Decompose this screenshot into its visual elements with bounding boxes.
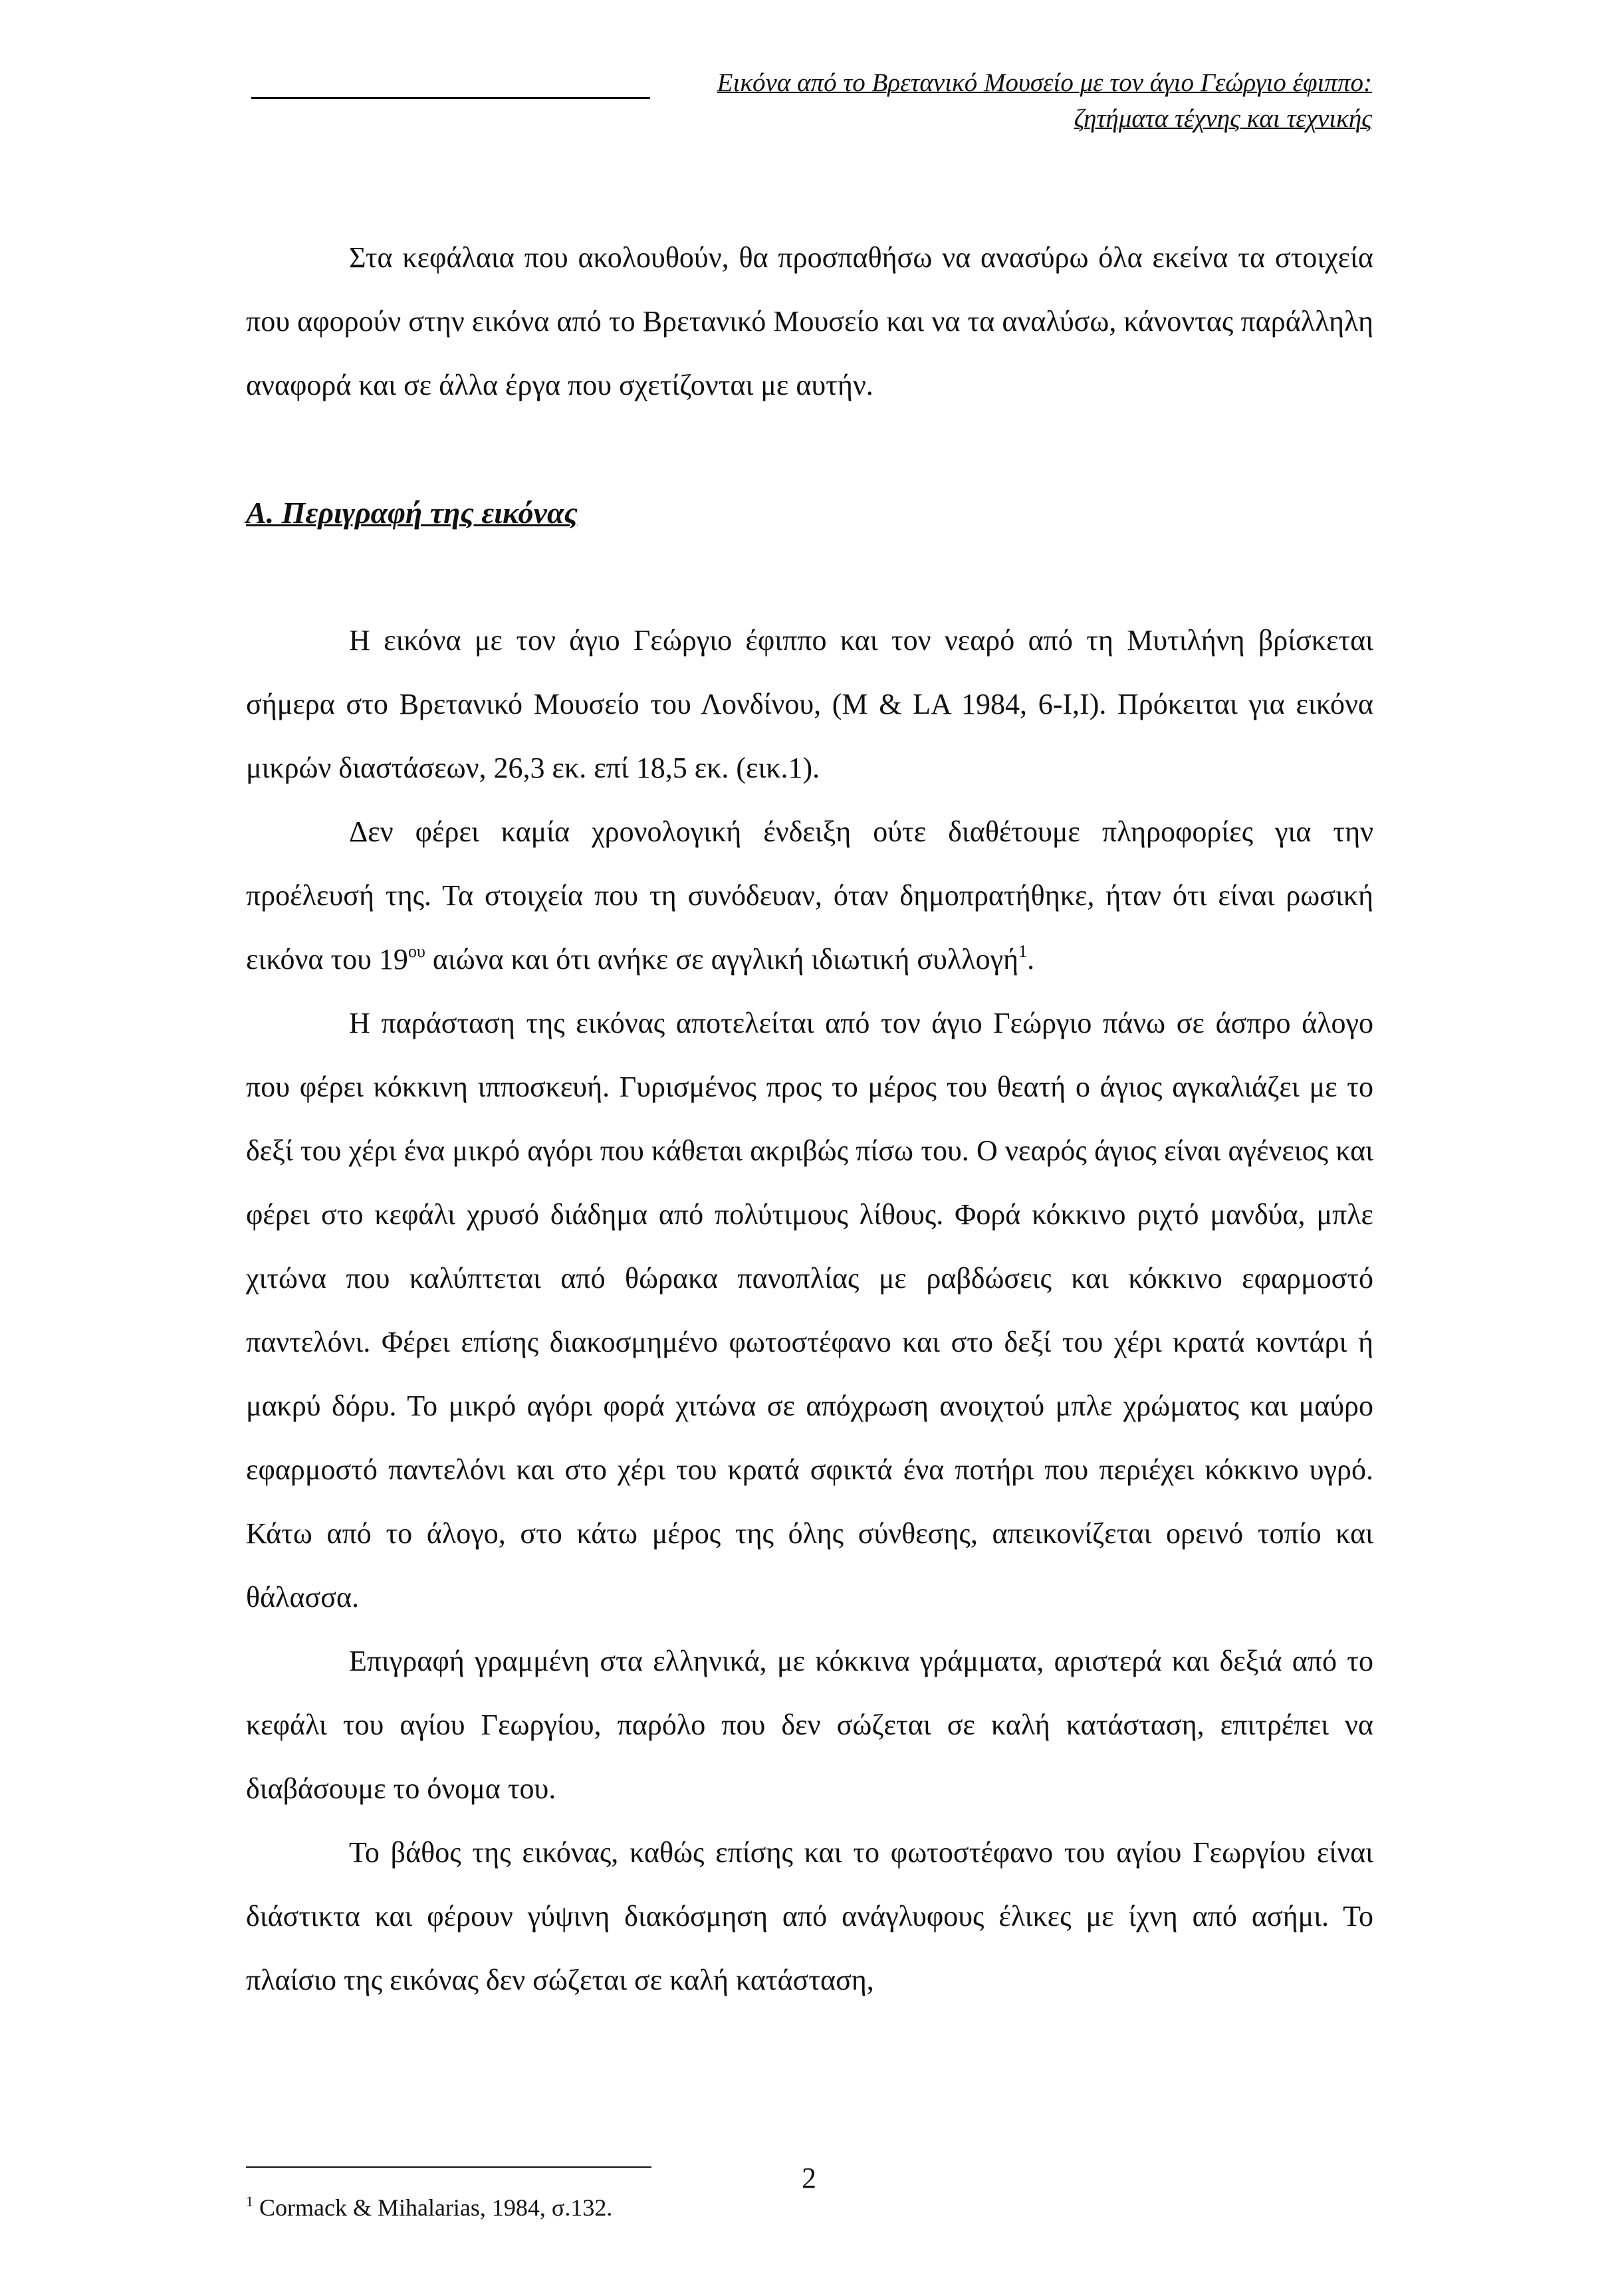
paragraph-inscription: Επιγραφή γραμμένη στα ελληνικά, με κόκκινα γράμματα, αριστερά και δεξιά από το κεφάλι του αγίου Γεωργίου, παρόλο που δεν σώζεται σε καλή κατάσταση, επιτρέπει να διαβάσουμε το όνομα του.: [246, 1645, 1373, 1805]
paragraph-provenance-text-cont: αιώνα και ότι ανήκε σε αγγλική ιδιωτική συλλογή: [425, 943, 1019, 976]
intro-paragraph: Στα κεφάλαια που ακολουθούν, θα προσπαθήσω να ανασύρω όλα εκείνα τα στοιχεία που αφορούν στην εικόνα από το Βρετανικό Μουσείο και να τα αναλύσω, κάνοντας παράλληλη αναφορά και σε άλλα έργα που σχετίζονται με αυτήν.: [246, 241, 1373, 401]
body-text: [246, 226, 1373, 2012]
paragraph-depiction: Η παράσταση της εικόνας αποτελείται από τον άγιο Γεώργιο πάνω σε άσπρο άλογο που φέρει κόκκινη ιπποσκευή. Γυρισμένος προς το μέρος του θεατή ο άγιος αγκαλιάζει με το δεξί του χέρι ένα μικρό αγόρι που κάθεται ακριβώς πίσω του. Ο νεαρός άγιος είναι αγένειος και φέρει στο κεφάλι χρυσό διάδημα από πολύτιμους λίθους. Φορά κόκκινο ριχτό μανδύα, μπλε χιτώνα που καλύπτεται από θώρακα πανοπλίας με ραβδώσεις και κόκκινο εφαρμοστό παντελόνι. Φέρει επίσης διακοσμημένο φωτοστέφανο και στο δεξί του χέρι κρατά κοντάρι ή μακρύ δόρυ. Το μικρό αγόρι φορά χιτώνα σε απόχρωση ανοιχτού μπλε χρώματος και μαύρο εφαρμοστό παντελόνι και στο χέρι του κρατά σφικτά ένα ποτήρι που περιέχει κόκκινο υγρό. Κάτω από το άλογο, στο κάτω μέρος της όλης σύνθεσης, απεικονίζεται ορεινό τοπίο και θάλασσα.: [246, 1007, 1373, 1614]
century-ordinal-superscript: ου: [407, 942, 425, 961]
paragraph-location: Η εικόνα με τον άγιο Γεώργιο έφιππο και τον νεαρό από τη Μυτιλήνη βρίσκεται σήμερα στο Βρετανικό Μουσείο του Λονδίνου, (M & LA 1984, 6-I,I). Πρόκειται για εικόνα μικρών διαστάσεων, 26,3 εκ. επί 18,5 εκ. (εικ.1).: [246, 624, 1373, 784]
page-number: 2: [802, 2162, 816, 2194]
paragraph-provenance-text: Δεν φέρει καμία χρονολογική ένδειξη ούτε διαθέτουμε πληροφορίες για την προέλευσή της. Τα στοιχεία που τη συνόδευαν, όταν δημοπρατήθηκε, ήταν ότι είναι ρωσική εικόνα του 19: [246, 815, 1373, 976]
footnote-text: Cormack & Mihalarias, 1984, σ.132.: [253, 2194, 613, 2221]
paragraph-background: Το βάθος της εικόνας, καθώς επίσης και το φωτοστέφανο του αγίου Γεωργίου είναι διάστικτα και φέρουν γύψινη διακόσμηση από ανάγλυφους έλικες με ίχνη από ασήμι. Το πλαίσιο της εικόνας δεν σώζεται σε καλή κατάσταση,: [246, 1836, 1373, 1996]
section-heading: Α. Περιγραφή της εικόνας: [246, 496, 578, 530]
running-header: [242, 65, 1372, 137]
footnote-marker: 1: [246, 2193, 253, 2210]
running-header-line-2: ζητήματα τέχνης και τεχνικής: [1074, 104, 1372, 133]
paragraph-provenance: [246, 800, 1373, 991]
footnote-reference: 1: [1018, 942, 1028, 961]
paragraph-provenance-end: .: [1027, 943, 1035, 976]
running-header-line-1: Εικόνα από το Βρετανικό Μουσείο με τον άγιο Γεώργιο έφιππο:: [717, 68, 1372, 97]
